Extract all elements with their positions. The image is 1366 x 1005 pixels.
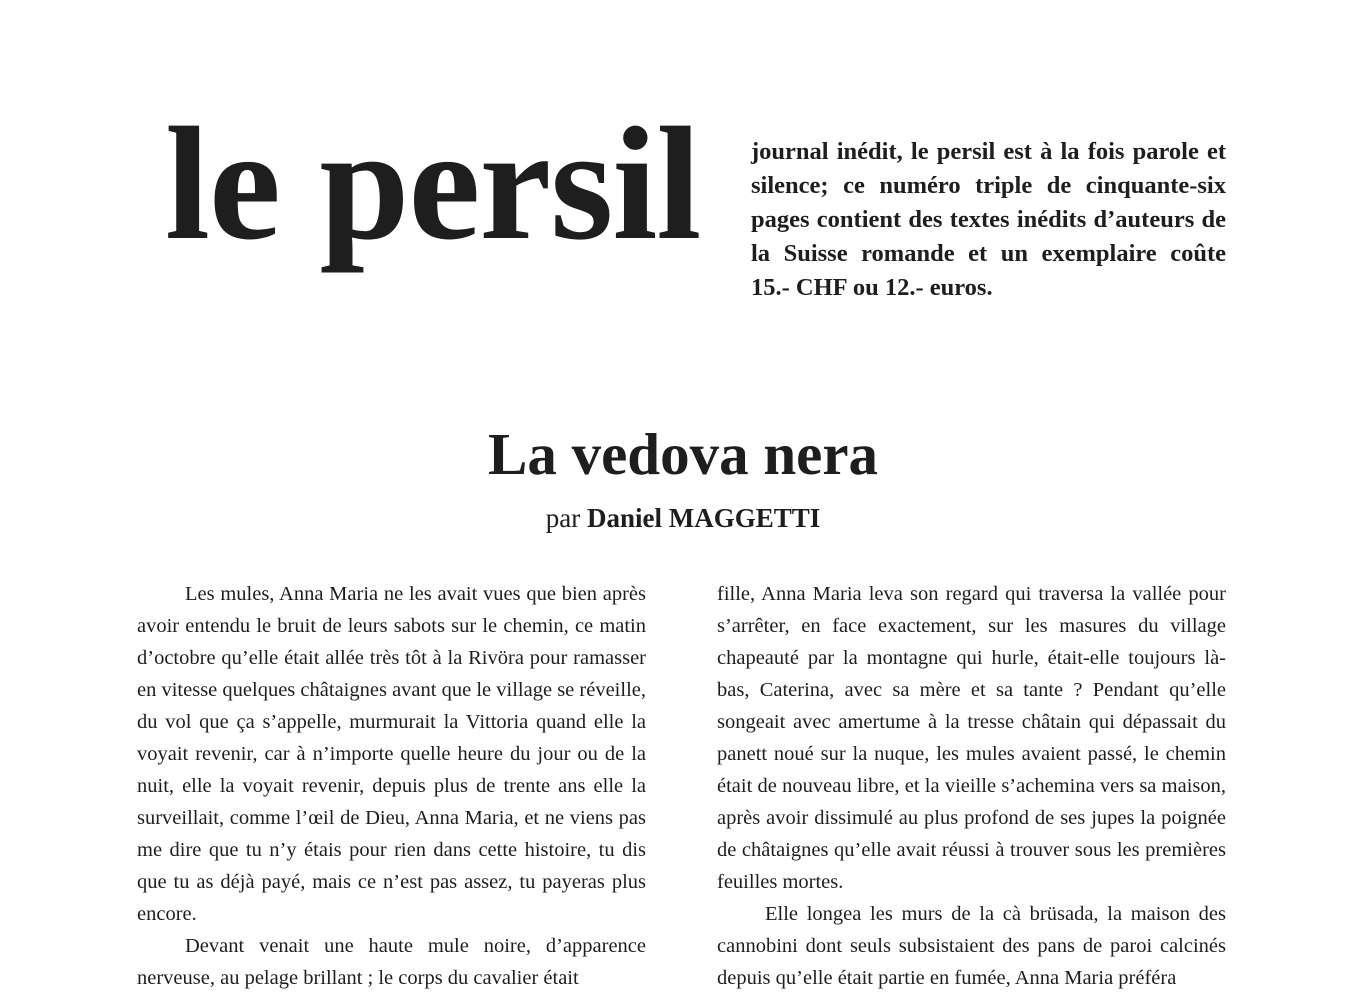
- masthead-blurb: journal inédit, le persil est à la fois parole et silence; ce numéro triple de cinquante-six pages contient des textes inédits d’auteurs de la Suisse romande et un exemplaire coûte 15.- CHF ou 12.- euros.: [751, 138, 1226, 301]
- article-column-right: [717, 578, 1226, 994]
- paragraph: Elle longea les murs de la cà brüsada, la maison des cannobini dont seuls subsistaient des pans de paroi calcinés depuis qu’elle était partie en fumée, Anna Maria préféra: [717, 903, 1226, 989]
- masthead-title: le persil: [165, 95, 701, 274]
- article-title: La vedova nera: [487, 421, 879, 487]
- byline: [0, 500, 1366, 536]
- author-name: Daniel MAGGETTI: [586, 503, 821, 533]
- paragraph: Les mules, Anna Maria ne les avait vues que bien après avoir entendu le bruit de leurs sabots sur le chemin, ce matin d’octobre qu’elle était allée très tôt à la Rivöra pour ramasser en vitesse quelques châtaignes avant que le village se réveille, du vol que ça s’appelle, murmurait la Vittoria quand elle la voyait revenir, car à n’importe quelle heure du jour ou de la nuit, elle la voyait revenir, depuis plus de trente ans elle la surveillait, comme l’œil de Dieu, Anna Maria, et ne viens pas me dire que tu n’y étais pour rien dans cette histoire, tu dis que tu as déjà payé, mais ce n’est pas assez, tu payeras plus encore.: [137, 583, 646, 925]
- paragraph: Devant venait une haute mule noire, d’apparence nerveuse, au pelage brillant ; le corps du cavalier était: [137, 935, 646, 989]
- article-column-left: [137, 578, 646, 994]
- paragraph: fille, Anna Maria leva son regard qui traversa la vallée pour s’arrêter, en face exactement, sur les masures du village chapeauté par la montagne qui hurle, était-elle toujours là-bas, Caterina, avec sa mère et sa tante ? Pendant qu’elle songeait avec amertume à la tresse châtain qui dépassait du panett noué sur la nuque, les mules avaient passé, le chemin était de nouveau libre, et la vieille s’achemina vers sa maison, après avoir dissimulé au plus profond de ses jupes la poignée de châtaignes qu’elle avait réussi à trouver sous les premières feuilles mortes.: [717, 583, 1226, 893]
- byline-prefix: par: [545, 503, 581, 533]
